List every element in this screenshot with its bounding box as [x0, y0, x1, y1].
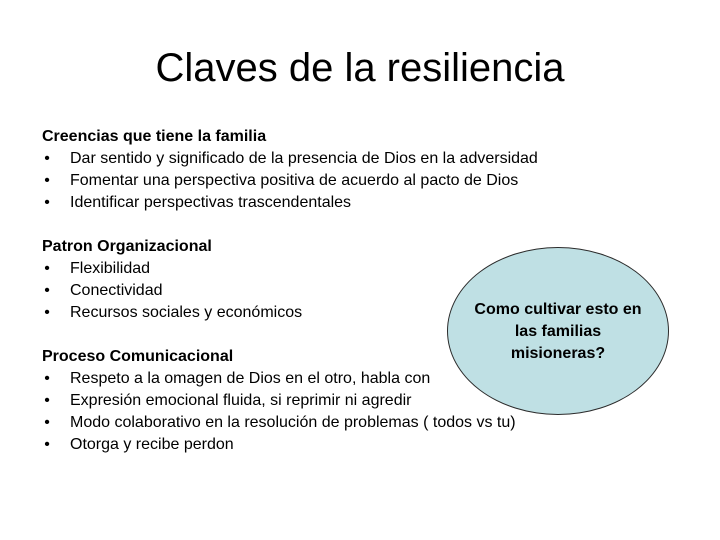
- list-item: [42, 412, 682, 434]
- list-item-text: Conectividad: [70, 282, 163, 299]
- bullet-icon: •: [44, 436, 50, 453]
- callout-ellipse: [447, 247, 669, 415]
- list-item: [42, 148, 682, 170]
- bullet-icon: •: [44, 194, 50, 211]
- bullet-icon: •: [44, 370, 50, 387]
- section-heading: Patron Organizacional: [42, 238, 212, 255]
- section-beliefs: [42, 126, 682, 214]
- slide-title: Claves de la resiliencia: [155, 46, 565, 90]
- list-item-text: Identificar perspectivas trascendentales: [70, 194, 352, 211]
- list-item-text: Modo colaborativo en la resolución de problemas ( todos vs tu): [70, 414, 516, 431]
- bullet-icon: •: [44, 392, 50, 409]
- bullet-icon: •: [44, 260, 50, 277]
- list-item-text: Expresión emocional fluida, si reprimir ni agredir: [70, 392, 412, 409]
- bullet-icon: •: [44, 282, 50, 299]
- list-item-text: Dar sentido y significado de la presencia de Dios en la adversidad: [70, 150, 538, 167]
- list-item-text: Otorga y recibe perdon: [70, 436, 234, 453]
- list-item: [42, 434, 682, 456]
- list-item-text: Respeto a la omagen de Dios en el otro, habla con: [70, 370, 431, 387]
- section-heading: Proceso Comunicacional: [42, 348, 234, 365]
- list-item: [42, 170, 682, 192]
- bullet-icon: •: [44, 414, 50, 431]
- list-item-text: Recursos sociales y económicos: [70, 304, 303, 321]
- bullet-list: [42, 148, 682, 214]
- bullet-icon: •: [44, 172, 50, 189]
- section-heading: Creencias que tiene la familia: [42, 128, 267, 145]
- bullet-icon: •: [44, 304, 50, 321]
- list-item: [42, 192, 682, 214]
- bullet-icon: •: [44, 150, 50, 167]
- list-item-text: Flexibilidad: [70, 260, 151, 277]
- callout-text: Como cultivar esto en las familias misioneras?: [474, 301, 642, 362]
- list-item-text: Fomentar una perspectiva positiva de acuerdo al pacto de Dios: [70, 172, 519, 189]
